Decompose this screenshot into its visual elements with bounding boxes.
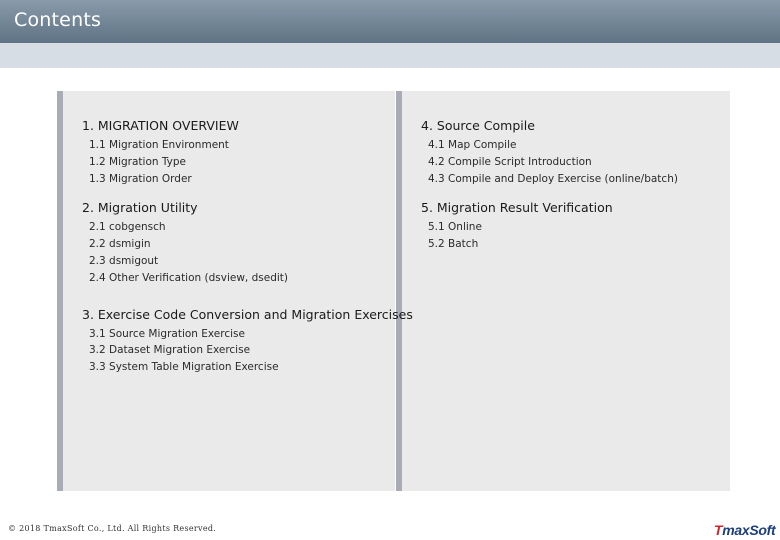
copyright-text: © 2018 TmaxSoft Co., Ltd. All Rights Reserved. [8, 524, 217, 533]
section-heading: 4. Source Compile [421, 118, 535, 133]
toc-item: 3.1 Source Migration Exercise [89, 327, 245, 340]
toc-item: 3.2 Dataset Migration Exercise [89, 344, 251, 357]
toc-item: 1.2 Migration Type [89, 155, 186, 168]
toc-item: 2.3 dsmigout [89, 254, 159, 267]
toc-item: 3.3 System Table Migration Exercise [89, 361, 279, 374]
toc-item: 5.1 Online [428, 221, 482, 234]
toc-item: 2.1 cobgensch [89, 221, 166, 234]
section-heading: 3. Exercise Code Conversion and Migration Exercises [82, 306, 413, 322]
title-bar [0, 0, 780, 43]
toc-item: 4.2 Compile Script Introduction [428, 155, 592, 168]
section-migration-utility [82, 200, 413, 286]
toc-item: 2.2 dsmigin [89, 238, 151, 251]
section-migration-overview [82, 118, 413, 187]
tmaxsoft-logo [714, 522, 775, 538]
section-heading: 1. MIGRATION OVERVIEW [82, 118, 239, 133]
toc-item: 4.3 Compile and Deploy Exercise (online/batch) [428, 172, 678, 185]
section-exercise-code-conversion [82, 307, 413, 376]
logo-text: maxSoft [722, 522, 776, 538]
toc-item: 1.3 Migration Order [89, 172, 192, 185]
page-title: Contents [14, 9, 102, 31]
section-heading: 5. Migration Result Verification [421, 200, 613, 216]
toc-item: 5.2 Batch [428, 238, 479, 251]
toc-item: 1.1 Migration Environment [89, 139, 229, 151]
section-source-compile [421, 118, 678, 187]
left-panel-accent [57, 91, 63, 491]
toc-item: 4.1 Map Compile [428, 139, 517, 151]
right-column [421, 118, 678, 266]
left-column [82, 118, 413, 389]
logo-mark: T [714, 522, 723, 538]
header-sub-bar [0, 43, 780, 68]
section-heading: 2. Migration Utility [82, 200, 198, 216]
toc-item: 2.4 Other Verification (dsview, dsedit) [89, 271, 288, 284]
section-migration-result-verification [421, 200, 678, 253]
